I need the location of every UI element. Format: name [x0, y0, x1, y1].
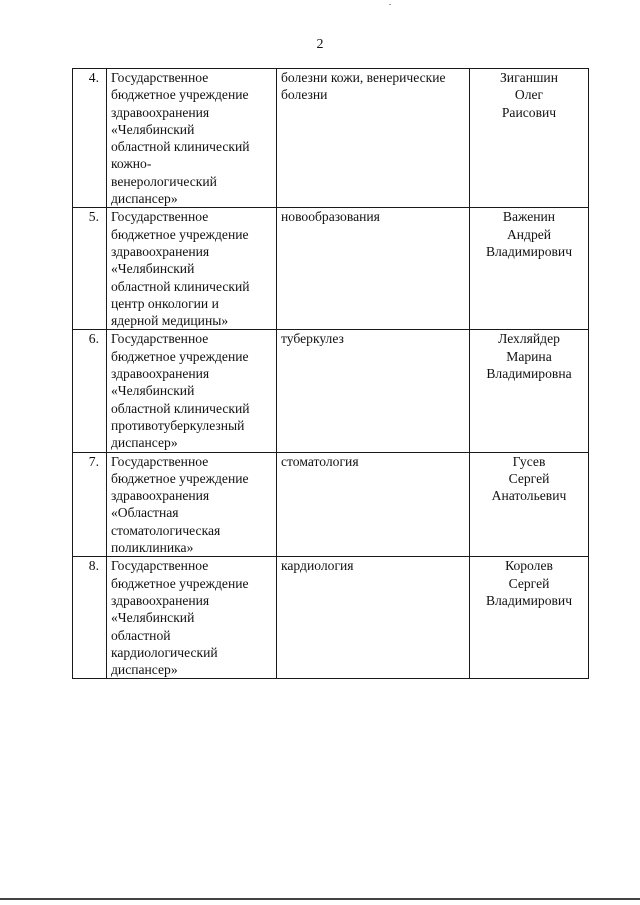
- institution-name-line: венерологический: [111, 173, 217, 189]
- table-row: [73, 557, 589, 679]
- medical-specialty: [277, 452, 470, 557]
- medical-specialty: [277, 557, 470, 679]
- institution-name-line: ядерной медицины»: [111, 313, 229, 329]
- institution-name: [107, 452, 277, 557]
- medical-specialty-line: новообразования: [281, 209, 380, 225]
- person-name-line: Сергей: [508, 470, 550, 486]
- institution-name-line: областной клинический: [111, 278, 250, 294]
- person-name-line: Зиганшин: [500, 70, 558, 85]
- institution-name-line: бюджетное учреждение: [111, 470, 249, 486]
- institution-name: [107, 69, 277, 208]
- medical-specialty: [277, 330, 470, 452]
- scan-mark: [389, 4, 391, 5]
- institution-name-line: «Челябинский: [111, 610, 195, 626]
- table-body: [73, 69, 589, 679]
- person-name: [470, 69, 589, 208]
- institution-name-line: здравоохранения: [111, 243, 210, 259]
- medical-specialty: [277, 208, 470, 330]
- institution-name-line: здравоохранения: [111, 592, 210, 608]
- medical-specialty-line: болезни кожи, венерические: [281, 70, 446, 85]
- person-name-line: Сергей: [508, 575, 550, 591]
- row-number: 8.: [73, 557, 107, 679]
- institution-name-line: Государственное: [111, 209, 209, 225]
- institution-name-line: здравоохранения: [111, 104, 210, 120]
- institution-name-line: бюджетное учреждение: [111, 226, 249, 242]
- institution-name: [107, 208, 277, 330]
- institution-name-line: поликлиника»: [111, 540, 194, 556]
- medical-specialty-line: болезни: [281, 87, 328, 103]
- page-number: 2: [316, 37, 324, 52]
- institution-name-line: бюджетное учреждение: [111, 87, 249, 103]
- person-name-line: Владимирович: [485, 592, 573, 608]
- person-name-line: Раисович: [501, 104, 557, 120]
- institution-name-line: центр онкологии и: [111, 295, 219, 311]
- institution-name-line: «Челябинский: [111, 383, 195, 399]
- row-number: 4.: [73, 69, 107, 208]
- table-row: [73, 452, 589, 557]
- institution-name-line: здравоохранения: [111, 488, 210, 504]
- person-name-line: Владимировна: [486, 366, 572, 382]
- person-name-line: Гусев: [512, 453, 546, 469]
- medical-specialty: [277, 69, 470, 208]
- medical-specialty-line: стоматология: [281, 453, 359, 469]
- person-name: [470, 452, 589, 557]
- institution-name: [107, 330, 277, 452]
- institution-name-line: кожно-: [111, 156, 152, 172]
- institution-name-line: диспансер»: [111, 435, 178, 451]
- row-number: 6.: [73, 330, 107, 452]
- institution-name-line: областной: [111, 627, 171, 643]
- institution-name-line: Государственное: [111, 331, 209, 347]
- person-name-line: Важенин: [502, 209, 556, 225]
- row-number: 5.: [73, 208, 107, 330]
- medical-specialty-line: туберкулез: [281, 331, 344, 347]
- institution-name-line: областной клинический: [111, 400, 250, 416]
- institution-name-line: стоматологическая: [111, 522, 221, 538]
- institution-name-line: «Челябинский: [111, 121, 195, 137]
- table-row: [73, 330, 589, 452]
- institution-name-line: Государственное: [111, 558, 209, 574]
- person-name-line: Андрей: [506, 226, 552, 242]
- institution-name-line: бюджетное учреждение: [111, 348, 249, 364]
- institution-name-line: противотуберкулезный: [111, 417, 245, 433]
- table-row: [73, 208, 589, 330]
- medical-specialty-line: кардиология: [281, 558, 354, 574]
- institution-name-line: здравоохранения: [111, 366, 210, 382]
- institutions-table: [72, 68, 589, 679]
- institution-name-line: «Челябинский: [111, 261, 195, 277]
- institution-name-line: диспансер»: [111, 191, 178, 207]
- table-row: [73, 69, 589, 208]
- person-name: [470, 557, 589, 679]
- institution-name-line: Государственное: [111, 453, 209, 469]
- person-name-line: Олег: [514, 87, 544, 103]
- institution-name-line: «Областная: [111, 505, 179, 521]
- institution-name-line: областной клинический: [111, 139, 250, 155]
- bottom-scan-edge: [0, 898, 640, 900]
- person-name-line: Лехляйдер: [498, 331, 560, 347]
- person-name: [470, 208, 589, 330]
- person-name-line: Владимирович: [485, 243, 573, 259]
- person-name-line: Марина: [506, 348, 552, 364]
- institution-name-line: бюджетное учреждение: [111, 575, 249, 591]
- institution-name: [107, 557, 277, 679]
- row-number: 7.: [73, 452, 107, 557]
- institution-name-line: Государственное: [111, 70, 209, 85]
- institution-name-line: диспансер»: [111, 662, 178, 678]
- person-name-line: Анатольевич: [491, 488, 567, 504]
- institution-name-line: кардиологический: [111, 644, 218, 660]
- person-name: [470, 330, 589, 452]
- person-name-line: Королев: [505, 558, 553, 574]
